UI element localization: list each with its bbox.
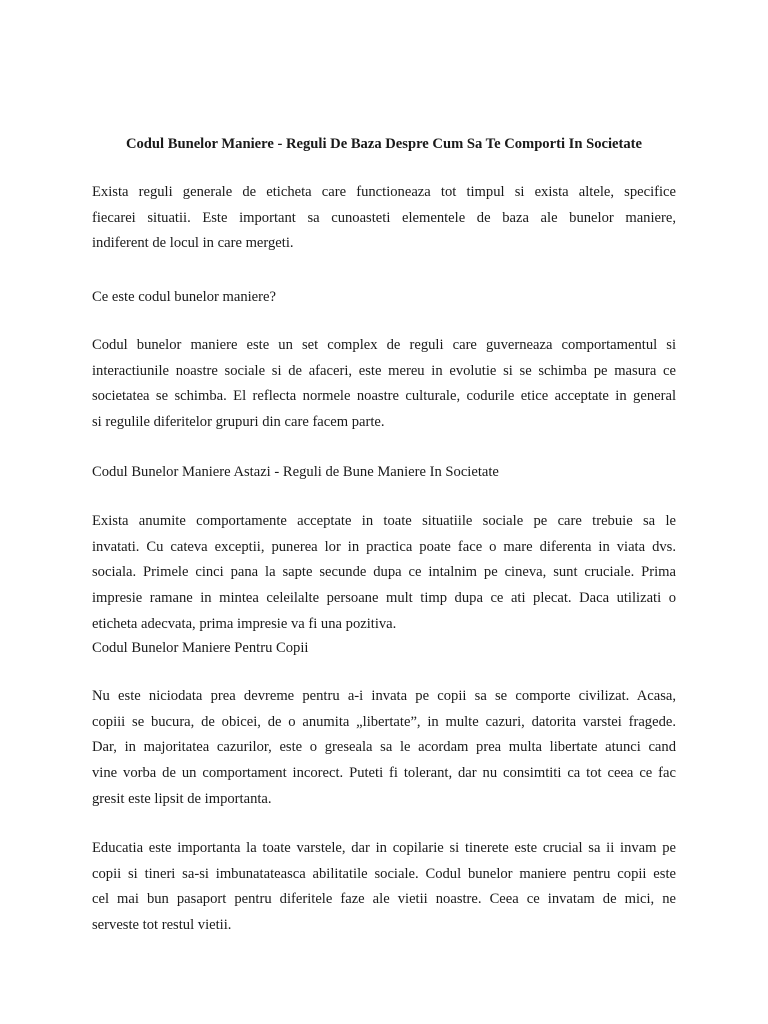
paragraph-line: fiecarei situatii. Este important sa cunoasteti elementele de baza ale bunelor maniere,	[92, 209, 676, 226]
paragraph-line: gresit este lipsit de importanta.	[92, 790, 272, 807]
paragraph-line: Exista anumite comportamente acceptate in toate situatiile sociale pe care trebuie sa le	[92, 513, 676, 529]
paragraph-line: copiii se bucura, de obicei, de o anumita „libertate”, in multe cazuri, datorita varstei fragede.	[92, 713, 676, 730]
section-3-paragraph	[92, 684, 676, 813]
document-title: Codul Bunelor Maniere - Reguli De Baza Despre Cum Sa Te Comporti In Societate	[125, 136, 643, 152]
paragraph-line: Exista reguli generale de eticheta care functioneaza tot timpul si exista altele, specifice	[92, 184, 676, 200]
paragraph-line: indiferent de locul in care mergeti.	[92, 235, 294, 252]
section-heading-what-is: Ce este codul bunelor maniere?	[92, 289, 276, 305]
paragraph-line: Codul bunelor maniere este un set complex de reguli care guverneaza comportamentul si	[92, 337, 676, 353]
paragraph-line: impresie ramane in mintea celeilalte persoane mult timp dupa ce ati plecat. Daca utilizati o	[92, 590, 676, 607]
paragraph-line: eticheta adecvata, prima impresie va fi una pozitiva.	[92, 615, 397, 632]
paragraph-line: invatati. Cu cateva exceptii, punerea lor in practica poate face o mare diferenta in viata dvs.	[92, 538, 676, 555]
section-heading-today: Codul Bunelor Maniere Astazi - Reguli de Bune Maniere In Societate	[92, 464, 499, 480]
intro-paragraph	[92, 180, 676, 257]
section-4-paragraph	[92, 836, 676, 939]
paragraph-line: copii si tineri sa-si imbunatateasca abilitatile sociale. Codul bunelor maniere pentru copii este	[92, 865, 676, 882]
paragraph-line: vine vorba de un comportament incorect. Puteti fi tolerant, dar nu consimtiti ca tot ceea ce fac	[92, 765, 676, 782]
paragraph-line: sociala. Primele cinci pana la sapte secunde dupa ce intalnim pe cineva, sunt cruciale. Prima	[92, 564, 676, 581]
paragraph-line: cel mai bun pasaport pentru diferitele faze ale vietii noastre. Ceea ce invatam de mici, ne	[92, 891, 676, 908]
paragraph-line: Dar, in majoritatea cazurilor, este o greseala sa le acordam prea multa libertate atunci cand	[92, 739, 676, 756]
paragraph-line: Nu este niciodata prea devreme pentru a-i invata pe copii sa se comporte civilizat. Acasa,	[92, 688, 676, 704]
section-1-paragraph	[92, 333, 676, 436]
section-heading-children: Codul Bunelor Maniere Pentru Copii	[92, 640, 309, 656]
paragraph-line: serveste tot restul vietii.	[92, 917, 232, 934]
paragraph-line: Educatia este importanta la toate varstele, dar in copilarie si tinerete este crucial sa ii invam pe	[92, 840, 676, 856]
section-2-paragraph	[92, 509, 676, 638]
paragraph-line: interactiunile noastre sociale si de afaceri, este mereu in evolutie si se schimba pe masura ce	[92, 362, 676, 379]
paragraph-line: si regulile diferitelor grupuri din care facem parte.	[92, 414, 385, 431]
paragraph-line: societatea se schimba. El reflecta normele noastre culturale, codurile etice acceptate in general	[92, 388, 676, 405]
